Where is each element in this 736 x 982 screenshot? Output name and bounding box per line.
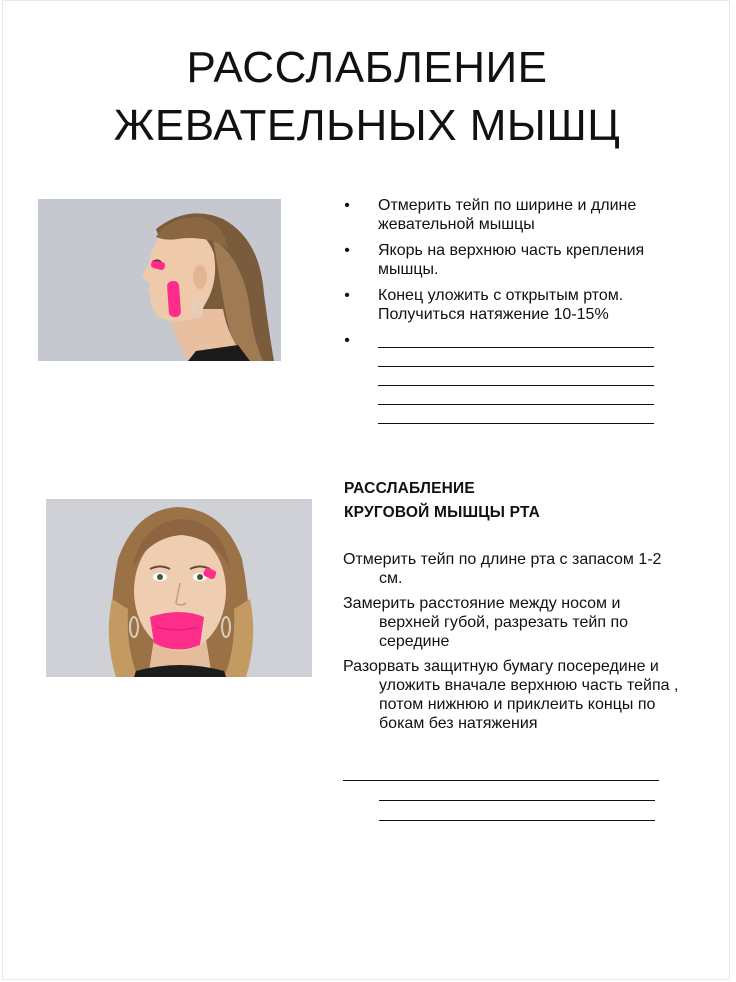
list-item-text: Отмерить тейп по ширине и длине жевательной мышцы — [378, 197, 637, 233]
list-item: Разорвать защитную бумагу посередине и уложить вначале верхнюю часть тейпа , потом нижнюю и приклеить концы по бокам без натяжения — [343, 658, 679, 732]
blank-line — [343, 780, 659, 781]
masseter-taping-photo — [38, 199, 281, 361]
section-heading — [344, 477, 674, 525]
list-item — [341, 196, 671, 234]
blank-line — [379, 820, 655, 821]
bullet-marker: • — [344, 332, 350, 349]
blank-line — [378, 367, 654, 386]
title-line-2: ЖЕВАТЕЛЬНЫХ МЫШЦ — [113, 101, 621, 150]
list-item: Отмерить тейп по длине рта с запасом 1-2 см. — [343, 551, 662, 587]
list-item-text: Якорь на верхнюю часть крепления мышцы. — [378, 242, 645, 278]
title-line-1: РАССЛАБЛЕНИЕ — [186, 43, 548, 92]
masseter-instructions-list — [341, 196, 671, 431]
list-item: Замерить расстояние между носом и верхней губой, разрезать тейп по середине — [343, 595, 629, 650]
list-item — [341, 286, 671, 324]
orbicularis-instructions-list — [343, 550, 683, 739]
bullet-marker: • — [344, 287, 350, 304]
section-heading-line-2: КРУГОВОЙ МЫШЦЫ РТА — [344, 504, 541, 521]
document-page — [2, 0, 730, 980]
blank-line — [378, 386, 654, 405]
blank-notes-item — [341, 331, 671, 424]
blank-line — [378, 331, 654, 348]
list-item-text: Конец уложить с открытым ртом. Получиться натяжение 10-15% — [378, 287, 624, 323]
page-title — [3, 39, 731, 155]
blank-line — [379, 800, 655, 801]
blank-line — [378, 405, 654, 424]
orbicularis-taping-photo — [46, 499, 312, 677]
blank-writing-lines — [378, 331, 671, 424]
bullet-marker: • — [344, 242, 350, 259]
bullet-marker: • — [344, 197, 350, 214]
list-item — [341, 241, 671, 279]
blank-line — [378, 348, 654, 367]
section-heading-line-1: РАССЛАБЛЕНИЕ — [344, 480, 475, 497]
